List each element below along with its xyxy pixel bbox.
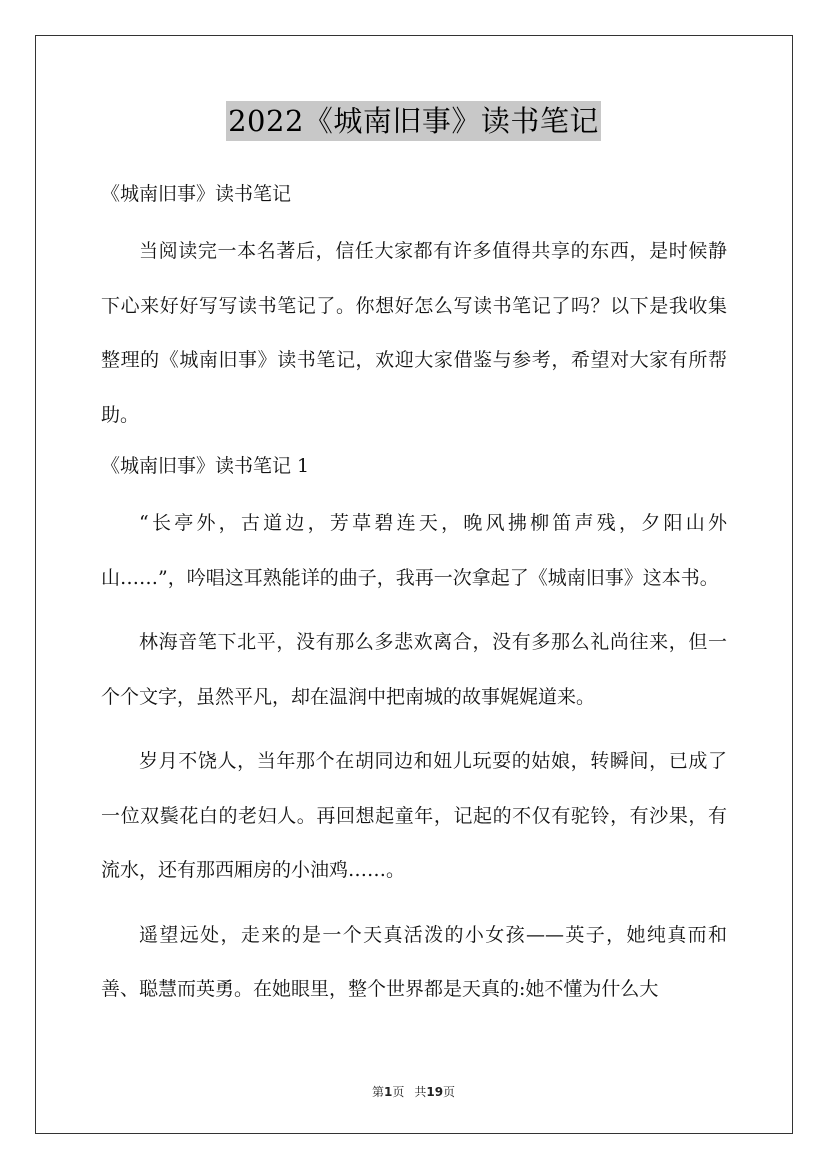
document-title: 2022《城南旧事》读书笔记: [226, 101, 601, 141]
page-suffix: 页: [392, 1085, 405, 1099]
spacer: [101, 898, 727, 908]
spacer: [101, 605, 727, 615]
body-paragraph-4: 遥望远处，走来的是一个天真活泼的小女孩——英子，她纯真而和善、聪慧而英勇。在她眼里，整个世界都是天真的:她不懂为什么大: [101, 923, 727, 1000]
body-paragraph-3: 岁月不饶人，当年那个在胡同边和妞儿玩耍的姑娘，转瞬间，已成了一位双鬓花白的老妇人。再回想起童年，记起的不仅有驼铃，有沙果，有流水，还有那西厢房的小油鸡……。: [101, 750, 727, 881]
page-number: 1: [383, 1085, 393, 1099]
section-heading: 《城南旧事》读书笔记 1: [101, 455, 310, 477]
title-wrap: [0, 101, 827, 141]
total-suffix: 页: [443, 1085, 456, 1099]
intro-paragraph: 当阅读完一本名著后，信任大家都有许多值得共享的东西，是时候静下心来好好写写读书笔记了。你想好怎么写读书笔记了吗？以下是我收集整理的《城南旧事》读书笔记，欢迎大家借鉴与参考，希望对大家有所帮助。: [101, 240, 727, 426]
body-paragraph-1: “长亭外，古道边，芳草碧连天，晚风拂柳笛声残，夕阳山外山……”，吟唱这耳熟能详的曲子，我再一次拿起了《城南旧事》这本书。: [101, 512, 727, 589]
document-subtitle: 《城南旧事》读书笔记: [101, 183, 292, 205]
body-paragraph-2: 林海音笔下北平，没有那么多悲欢离合，没有多那么礼尚往来，但一个个文字，虽然平凡，却在温润中把南城的故事娓娓道来。: [101, 631, 727, 708]
page-footer: [0, 1083, 827, 1100]
total-pages: 19: [426, 1085, 444, 1099]
page-prefix: 第: [371, 1085, 384, 1099]
document-body: [101, 170, 727, 1017]
spacer: [101, 724, 727, 734]
total-prefix: 共: [414, 1085, 427, 1099]
